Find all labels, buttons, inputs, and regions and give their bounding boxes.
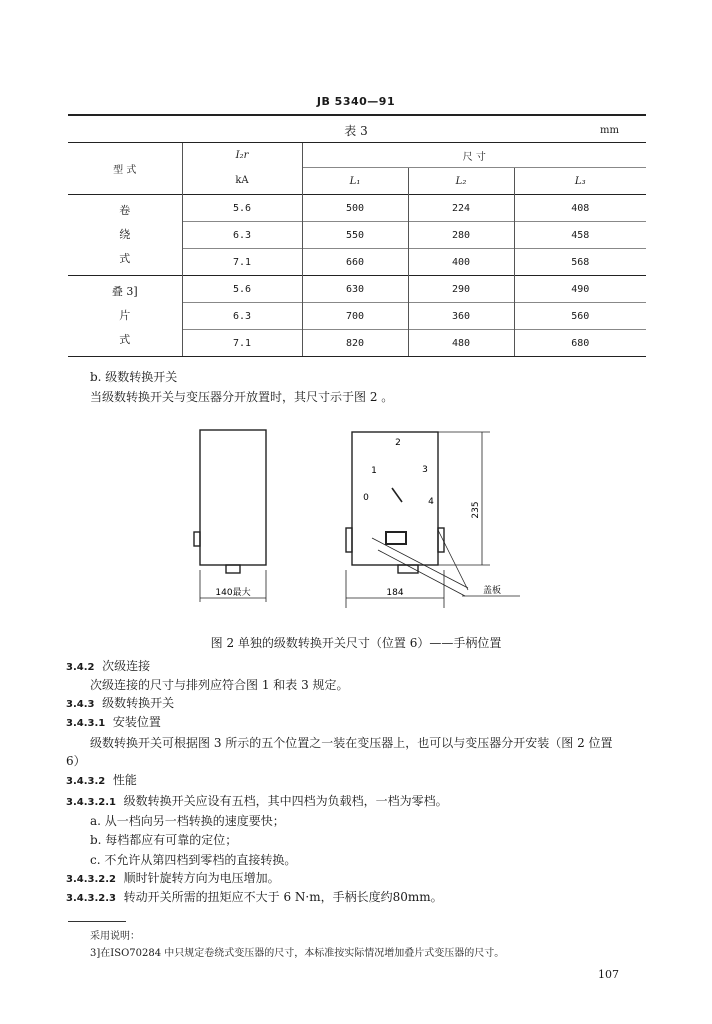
group-label-laminated: 叠 3] 片 式: [68, 276, 182, 357]
header-current: I₂r: [182, 143, 302, 168]
table-cell: 6.3: [182, 303, 302, 330]
section-3-4-3-2-2: 3.4.3.2.2 顺时针旋转方向为电压增加。: [66, 871, 280, 885]
footnote-text: 3]在ISO70284 中只规定卷绕式变压器的尺寸，本标准按实际情况增加叠片式变压器的尺寸。: [90, 948, 505, 959]
table-cell: 408: [514, 195, 646, 222]
table-cell: 680: [514, 330, 646, 357]
table-cell: 550: [302, 222, 408, 249]
footnote-rule: [68, 921, 126, 922]
table-cell: 290: [408, 276, 514, 303]
table-cell: 500: [302, 195, 408, 222]
page-number: 107: [598, 968, 619, 981]
table-cell: 820: [302, 330, 408, 357]
item-c: c. 不允许从第四档到零档的直接转换。: [90, 853, 297, 867]
table-cell: 224: [408, 195, 514, 222]
header-l1: L₁: [302, 168, 408, 195]
table-3: [68, 142, 646, 357]
table-cell: 560: [514, 303, 646, 330]
table-cell: 5.6: [182, 195, 302, 222]
pos-label-1: 1: [371, 466, 377, 476]
table-cell: 400: [408, 249, 514, 276]
item-b: b. 每档都应有可靠的定位；: [90, 833, 238, 847]
table-caption: 表 3: [344, 124, 368, 138]
table-cell: 700: [302, 303, 408, 330]
table-cell: 458: [514, 222, 646, 249]
left-view-body: [200, 430, 266, 565]
section-3-4-3-heading: 3.4.3 级数转换开关: [66, 696, 175, 710]
cover-label: 盖板: [482, 586, 502, 596]
table-cell: 360: [408, 303, 514, 330]
pointer-needle: [392, 488, 402, 502]
header-rule: [68, 114, 646, 116]
header-type: 型 式: [68, 143, 182, 195]
section-3-4-3-2-1: 3.4.3.2.1 级数转换开关应设有五档，其中四档为负载档，一档为零档。: [66, 794, 448, 808]
left-view-tab: [194, 532, 200, 546]
figure-2-caption: 图 2 单独的级数转换开关尺寸（位置 6）——手柄位置: [210, 636, 502, 650]
section-3-4-3-2-3: 3.4.3.2.3 转动开关所需的扭矩应不大于 6 N·m，手柄长度约80mm。: [66, 890, 443, 904]
table-cell: 490: [514, 276, 646, 303]
section-3-4-2-text: 次级连接的尺寸与排列应符合图 1 和表 3 规定。: [90, 678, 349, 692]
item-a: a. 从一档向另一档转换的速度要快；: [90, 814, 285, 828]
group-label-wound: 卷 绕 式: [68, 195, 182, 276]
header-l2: L₂: [408, 168, 514, 195]
table-cell: 480: [408, 330, 514, 357]
header-l3: L₃: [514, 168, 646, 195]
standard-number: JB 5340—91: [316, 95, 396, 108]
pos-label-4: 4: [428, 497, 434, 507]
pos-label-2: 2: [395, 438, 401, 448]
left-view-foot: [226, 565, 240, 573]
table-cell: 630: [302, 276, 408, 303]
table-cell: 6.3: [182, 222, 302, 249]
table-cell: 280: [408, 222, 514, 249]
table-cell: 7.1: [182, 249, 302, 276]
footnote-title: 采用说明：: [90, 931, 140, 942]
section-3-4-3-1-text-line2: 6）: [66, 754, 86, 768]
pos-label-3: 3: [422, 465, 428, 475]
table-cell: 660: [302, 249, 408, 276]
table-cell: 568: [514, 249, 646, 276]
table-cell: 7.1: [182, 330, 302, 357]
header-current-unit: kA: [182, 168, 302, 195]
section-3-4-3-1-heading: 3.4.3.1 安装位置: [66, 715, 161, 729]
section-b-title: b. 级数转换开关: [90, 370, 178, 384]
section-3-4-2-heading: 3.4.2 次级连接: [66, 659, 151, 673]
header-dimensions: 尺 寸: [302, 143, 646, 168]
table-cell: 5.6: [182, 276, 302, 303]
table-unit: mm: [600, 125, 619, 136]
right-view-tab-left: [346, 528, 352, 552]
section-3-4-3-2-heading: 3.4.3.2 性能: [66, 773, 137, 787]
dim-left-width-label: 140最大: [215, 588, 251, 598]
right-view-window: [386, 532, 406, 544]
dim-right-width-label: 184: [386, 588, 404, 598]
section-b-text: 当级数转换开关与变压器分开放置时，其尺寸示于图 2 。: [90, 390, 394, 404]
dim-height-label: 235: [471, 501, 481, 519]
pos-label-0: 0: [363, 493, 369, 503]
section-3-4-3-1-text-line1: 级数转换开关可根据图 3 所示的五个位置之一装在变压器上，也可以与变压器分开安装（图 2 位置: [90, 736, 613, 750]
figure-2-drawing: [180, 420, 550, 620]
